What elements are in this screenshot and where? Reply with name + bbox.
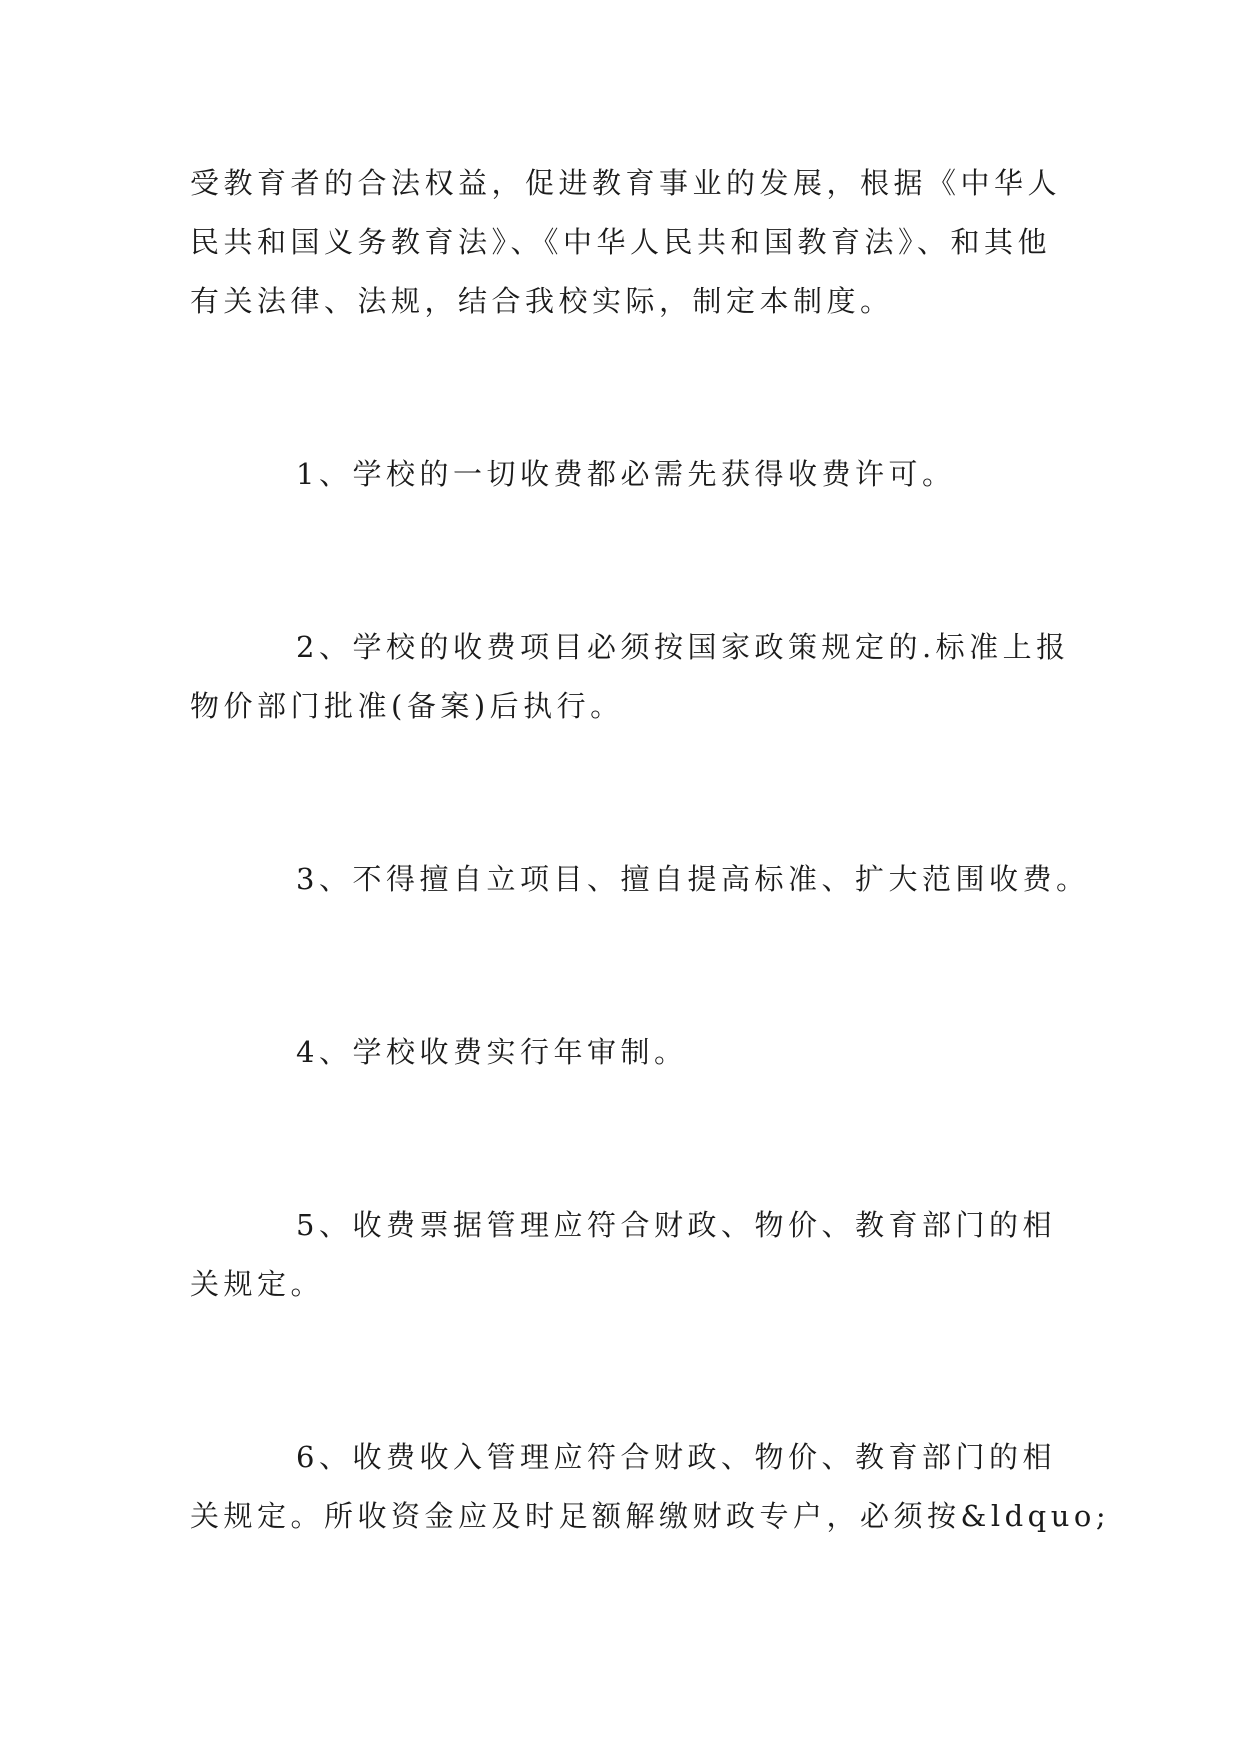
item-3-line-1: 3、不得擅自立项目、擅自提高标准、扩大范围收费。 bbox=[296, 862, 1090, 896]
intro-line-3: 有关法律、法规，结合我校实际，制定本制度。 bbox=[190, 284, 894, 318]
item-6-line-1: 6、收费收入管理应符合财政、物价、教育部门的相 bbox=[296, 1440, 1056, 1474]
item-4-line-1: 4、学校收费实行年审制。 bbox=[296, 1035, 688, 1069]
item-2-line-1: 2、学校的收费项目必须按国家政策规定的.标准上报 bbox=[296, 630, 1070, 664]
item-1-line-1: 1、学校的一切收费都必需先获得收费许可。 bbox=[296, 457, 956, 491]
item-5-line-1: 5、收费票据管理应符合财政、物价、教育部门的相 bbox=[296, 1208, 1056, 1242]
intro-line-1: 受教育者的合法权益，促进教育事业的发展，根据《中华人 bbox=[190, 166, 1062, 200]
item-5-line-2: 关规定。 bbox=[190, 1267, 325, 1301]
intro-line-2: 民共和国义务教育法》、《中华人民共和国教育法》、和其他 bbox=[190, 225, 1052, 259]
item-6-line-2: 关规定。所收资金应及时足额解缴财政专户，必须按&ldquo; bbox=[190, 1499, 1111, 1533]
item-2-line-2: 物价部门批准(备案)后执行。 bbox=[190, 689, 624, 723]
